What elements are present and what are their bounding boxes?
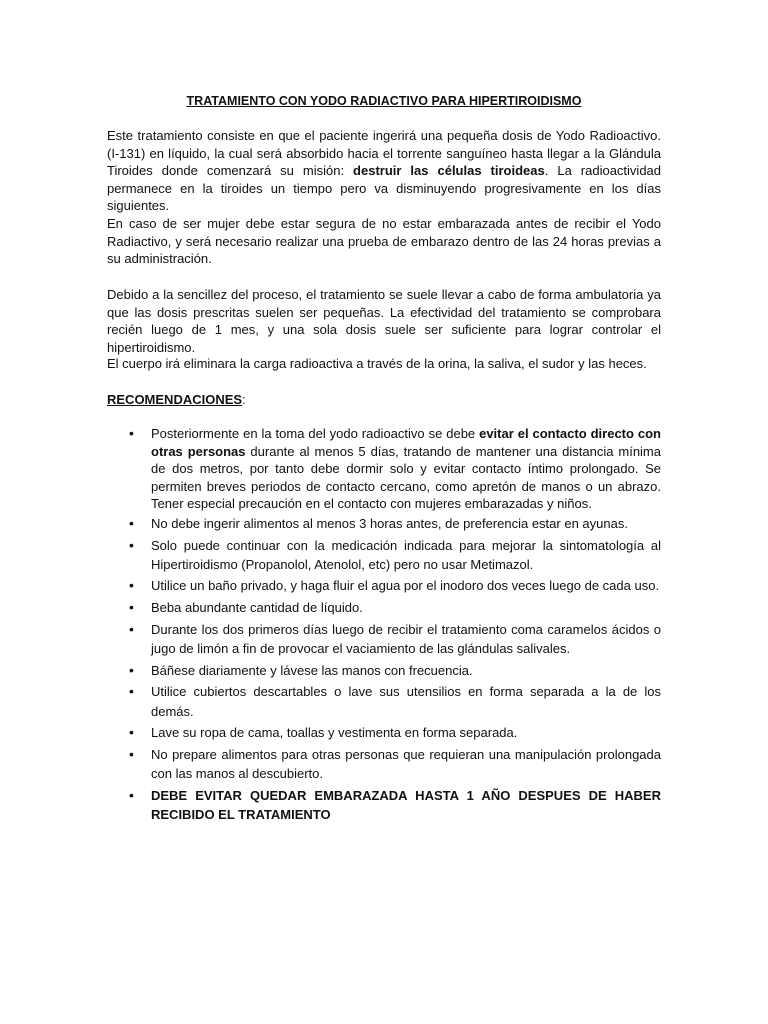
list-item-text: No debe ingerir alimentos al menos 3 horas antes, de preferencia estar en ayunas. bbox=[151, 516, 628, 532]
bullet-icon: • bbox=[129, 536, 134, 553]
list-item bbox=[107, 682, 661, 720]
list-item bbox=[107, 576, 661, 595]
list-item-text: Posteriormente en la toma del yodo radioactivo se debe bbox=[151, 426, 480, 441]
list-item-text: Utilice un baño privado, y haga fluir el agua por el inodoro dos veces luego de cada uso. bbox=[151, 578, 660, 594]
list-item bbox=[107, 723, 661, 742]
list-item bbox=[107, 425, 661, 513]
list-item bbox=[107, 620, 661, 658]
intro-text-a: Este tratamiento consiste en que el paciente ingerirá una pequeña dosis de Yodo Radioactivo. (I-131) en líquido, la cual será absorbido hacia el torrente sanguíneo hasta llegar a la Glándula Tiroides donde comenzará su misión: bbox=[107, 128, 661, 179]
bullet-icon: • bbox=[129, 599, 134, 616]
intro-text-b: . La radioactividad permanece en la tiroides un tiempo pero va disminuyendo progresivamente en los días siguientes. bbox=[107, 163, 662, 214]
bullet-icon: • bbox=[129, 746, 134, 763]
list-item-text: Utilice cubiertos descartables o lave sus utensilios en forma separada a la de los demás. bbox=[151, 684, 661, 719]
list-item bbox=[107, 598, 661, 617]
list-item-text: Durante los dos primeros días luego de recibir el tratamiento coma caramelos ácidos o jugo de limón a fin de provocar el vaciamiento de las glándulas salivales. bbox=[151, 621, 661, 657]
list-item bbox=[107, 536, 661, 574]
list-item bbox=[107, 786, 661, 824]
bullet-icon: • bbox=[129, 661, 134, 678]
bullet-icon: • bbox=[129, 724, 134, 741]
list-item-text: Solo puede continuar con la medicación indicada para mejorar la sintomatología al Hipertiroidismo (Propanolol, Atenolol, etc) pero no usar Metimazol. bbox=[151, 537, 661, 572]
recommendations-heading-colon: : bbox=[242, 392, 246, 407]
bullet-icon: • bbox=[129, 683, 134, 700]
intro-bold-text: destruir las células tiroideas bbox=[353, 163, 545, 179]
recommendations-heading-text: RECOMENDACIONES bbox=[107, 392, 243, 407]
list-item bbox=[107, 661, 661, 680]
bullet-icon: • bbox=[129, 620, 134, 637]
recommendations-heading bbox=[107, 391, 246, 409]
bullet-icon: • bbox=[129, 577, 134, 594]
document-title: TRATAMIENTO CON YODO RADIACTIVO PARA HIPERTIROIDISMO bbox=[186, 94, 582, 108]
list-item-text: Lave su ropa de cama, toallas y vestimenta en forma separada. bbox=[151, 725, 518, 741]
list-item-bold-text: DEBE EVITAR QUEDAR EMBARAZADA HASTA 1 AÑO DESPUES DE HABER RECIBIDO EL TRATAMIENTO bbox=[151, 788, 661, 823]
list-item-text: durante al menos 5 días, tratando de mantener una distancia mínima de dos metros, por tanto debe dormir solo y evitar contacto íntimo prolongado. Se permiten breves periodos de contacto cercano, como apretón de manos o un abrazo. Tener especial precaución en el contacto con mujeres embarazadas y niños. bbox=[151, 443, 661, 512]
list-item bbox=[107, 745, 661, 783]
elimination-paragraph: El cuerpo irá eliminara la carga radioactiva a través de la orina, la saliva, el sudor y las heces. bbox=[107, 356, 647, 371]
list-item bbox=[107, 515, 661, 533]
bullet-icon: • bbox=[129, 787, 134, 803]
list-item-text: Báñese diariamente y lávese las manos con frecuencia. bbox=[151, 662, 473, 678]
bullet-icon: • bbox=[129, 515, 134, 532]
list-item-bold-text: evitar el contacto directo con otras personas bbox=[151, 426, 661, 459]
list-item-text: No prepare alimentos para otras personas que requieran una manipulación prolongada con las manos al descubierto. bbox=[151, 747, 661, 782]
intro-paragraph bbox=[107, 127, 661, 215]
pregnancy-paragraph: En caso de ser mujer debe estar segura de no estar embarazada antes de recibir el Yodo Radiactivo, y será necesario realizar una prueba de embarazo dentro de las 24 horas previas a su administración. bbox=[107, 216, 661, 267]
bullet-icon: • bbox=[129, 425, 134, 441]
list-item-text: Beba abundante cantidad de líquido. bbox=[151, 600, 363, 616]
recommendations-list bbox=[107, 425, 661, 827]
ambulatory-paragraph: Debido a la sencillez del proceso, el tratamiento se suele llevar a cabo de forma ambulatoria ya que las dosis prescritas suelen ser pequeñas. La efectividad del tratamiento se comprobara recién luego de 1 mes, y una sola dosis suele ser suficiente para lograr controlar el hipertiroidismo. bbox=[107, 287, 661, 355]
